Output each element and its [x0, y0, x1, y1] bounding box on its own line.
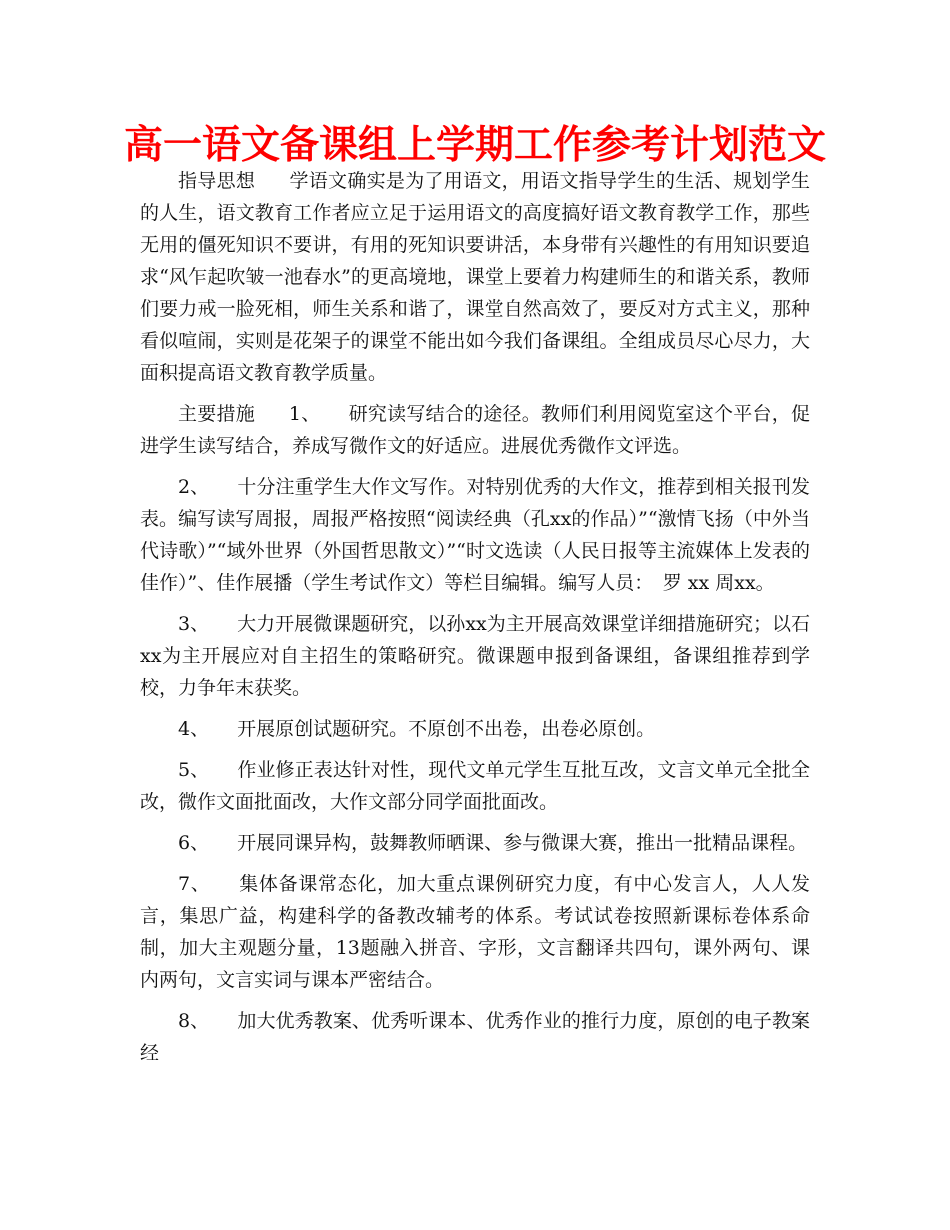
document-body	[140, 165, 810, 1078]
paragraph-number: 1、	[288, 403, 321, 425]
paragraph-measure-5	[140, 754, 810, 818]
paragraph-text: 加大优秀教案、优秀听课本、优秀作业的推行力度，原创的电子教案经	[140, 1010, 810, 1064]
paragraph-text: 开展同课异构，鼓舞教师晒课、参与微课大赛，推出一批精品课程。	[237, 832, 808, 854]
paragraph-number: 8、	[178, 1010, 210, 1032]
paragraph-measure-7	[140, 868, 810, 996]
paragraph-measure-3	[140, 608, 810, 704]
paragraph-guiding-thought	[140, 165, 810, 389]
paragraph-text: 开展原创试题研究。不原创不出卷，出卷必原创。	[237, 718, 656, 740]
paragraph-number: 7、	[178, 873, 211, 895]
paragraph-measure-6	[140, 827, 810, 859]
paragraph-measure-8	[140, 1005, 810, 1069]
paragraph-measure-1	[140, 398, 810, 462]
paragraph-text: 十分注重学生大作文写作。对特别优秀的大作文，推荐到相关报刊发表。编写读写周报，周报严格按照“阅读经典（孔xx的作品）”“激情飞扬（中外当代诗歌）”“域外世界（外国哲思散文）”“时文选读（人民日报等主流媒体上发表的佳作）”、佳作展播（学生考试作文）等栏目编辑。编写人员： 罗 xx 周xx。	[140, 476, 810, 594]
paragraph-number: 6、	[178, 832, 210, 854]
paragraph-number: 3、	[178, 613, 210, 635]
paragraph-number: 5、	[178, 759, 210, 781]
paragraph-number: 2、	[178, 476, 210, 498]
paragraph-measure-4	[140, 713, 810, 745]
paragraph-lead: 指导思想	[178, 170, 256, 192]
paragraph-text: 大力开展微课题研究，以孙xx为主开展高效课堂详细措施研究；以石xx为主开展应对自主招生的策略研究。微课题申报到备课组，备课组推荐到学校，力争年末获奖。	[140, 613, 810, 699]
document-title: 高一语文备课组上学期工作参考计划范文	[123, 123, 826, 168]
paragraph-text: 学语文确实是为了用语文，用语文指导学生的生活、规划学生的人生，语文教育工作者应立足于运用语文的高度搞好语文教育教学工作，那些无用的僵死知识不要讲，有用的死知识要讲活，本身带有兴趣性的有用知识要追求“风乍起吹皱一池春水”的更高境地，课堂上要着力构建师生的和谐关系，教师们要力戒一脸死相，师生关系和谐了，课堂自然高效了，要反对方式主义，那种看似喧闹，实则是花架子的课堂不能出如今我们备课组。全组成员尽心尽力，大面积提高语文教育教学质量。	[140, 170, 810, 384]
paragraph-text: 集体备课常态化，加大重点课例研究力度，有中心发言人，人人发言，集思广益，构建科学的备教改辅考的体系。考试试卷按照新课标卷体系命制，加大主观题分量，13题融入拼音、字形，文言翻译共四句，课外两句、课内两句，文言实词与课本严密结合。	[140, 873, 810, 991]
paragraph-text: 研究读写结合的途径。教师们利用阅览室这个平台，促进学生读写结合，养成写微作文的好适应。进展优秀微作文评选。	[140, 403, 810, 457]
paragraph-number: 4、	[178, 718, 210, 740]
paragraph-text: 作业修正表达针对性，现代文单元学生互批互改，文言文单元全批全改，微作文面批面改，大作文部分同学面批面改。	[140, 759, 810, 813]
paragraph-measure-2	[140, 471, 810, 599]
paragraph-lead: 主要措施	[178, 403, 255, 425]
